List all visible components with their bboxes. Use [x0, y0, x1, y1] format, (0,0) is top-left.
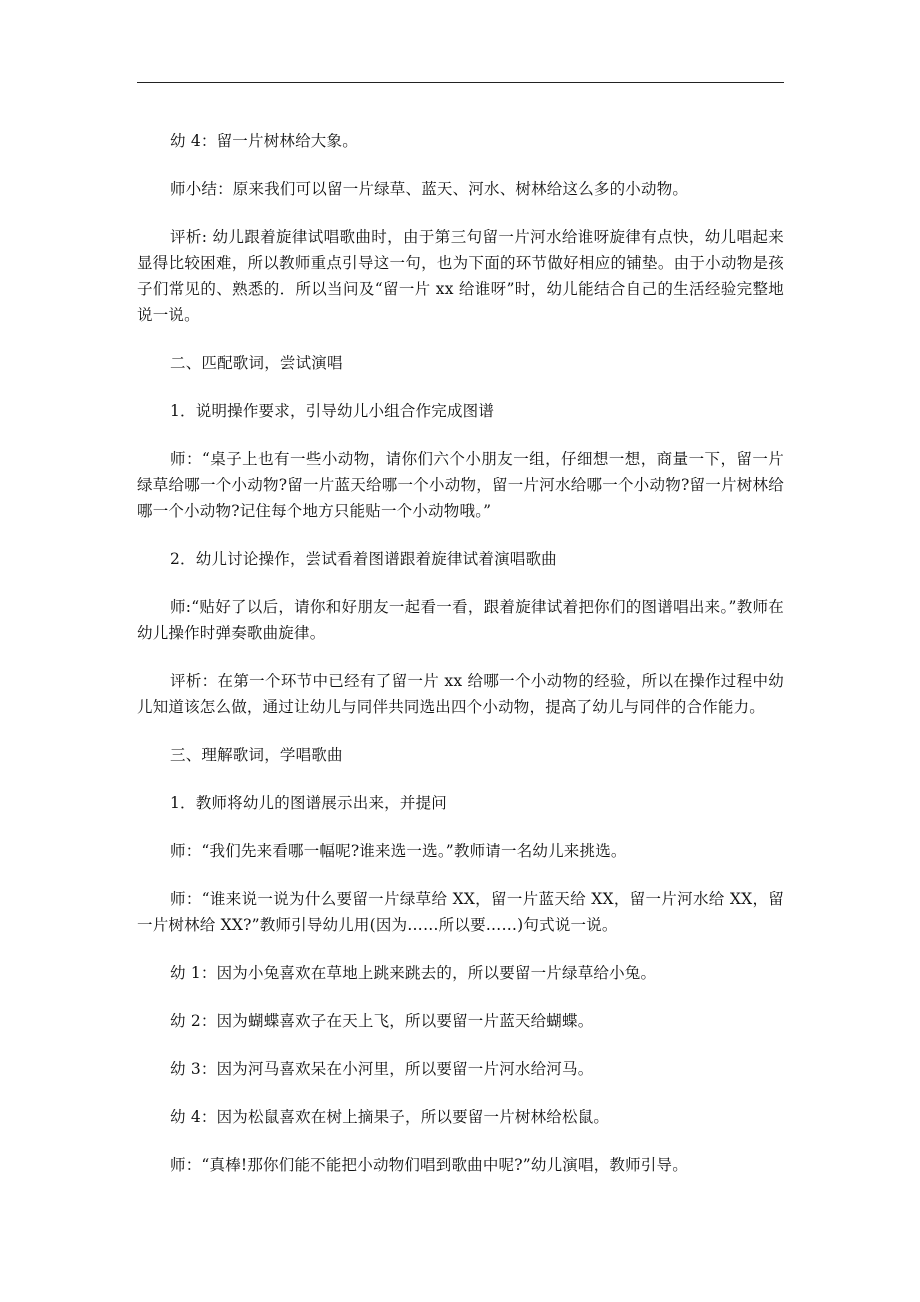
paragraph: 师小结：原来我们可以留一片绿草、蓝天、河水、树林给这么多的小动物。	[170, 180, 689, 198]
header-rule	[137, 82, 784, 83]
paragraph: 师：“桌子上也有一些小动物，请你们六个小朋友一组，仔细想一想，商量一下，留一片绿草给哪一个小动物?留一片蓝天给哪一个小动物，留一片河水给哪一个小动物?留一片树林给哪一个小动物?记住每个地方只能贴一个小动物哦。”	[137, 450, 784, 520]
paragraph: 评析：在第一个环节中已经有了留一片 xx 给哪一个小动物的经验，所以在操作过程中幼儿知道该怎么做，通过让幼儿与同伴共同选出四个小动物，提高了幼儿与同伴的合作能力。	[137, 672, 784, 716]
paragraph: 师：“真棒!那你们能不能把小动物们唱到歌曲中呢?”幼儿演唱，教师引导。	[170, 1156, 688, 1174]
section-heading: 二、匹配歌词，尝试演唱	[170, 354, 343, 372]
step-heading: 1．教师将幼儿的图谱展示出来，并提问	[170, 794, 447, 812]
paragraph: 师：“谁来说一说为什么要留一片绿草给 XX，留一片蓝天给 XX，留一片河水给 XX，留一片树林给 XX?”教师引导幼儿用(因为……所以要……)句式说一说。	[137, 890, 784, 934]
paragraph: 幼 1：因为小兔喜欢在草地上跳来跳去的，所以要留一片绿草给小兔。	[170, 964, 657, 982]
paragraph: 师:“贴好了以后，请你和好朋友一起看一看，跟着旋律试着把你们的图谱唱出来。”教师在幼儿操作时弹奏歌曲旋律。	[137, 598, 784, 642]
document-body	[137, 128, 784, 1200]
paragraph: 幼 4：留一片树林给大象。	[170, 132, 358, 150]
paragraph: 评析: 幼儿跟着旋律试唱歌曲时，由于第三句留一片河水给谁呀旋律有点快，幼儿唱起来显得比较困难，所以教师重点引导这一句，也为下面的环节做好相应的铺垫。由于小动物是孩子们常见的、熟悉的．所以当问及“留一片 xx 给谁呀”时，幼儿能结合自己的生活经验完整地说一说。	[137, 228, 784, 324]
step-heading: 2．幼儿讨论操作，尝试看着图谱跟着旋律试着演唱歌曲	[170, 550, 557, 568]
paragraph: 师：“我们先来看哪一幅呢?谁来选一选。”教师请一名幼儿来挑选。	[170, 842, 627, 860]
paragraph: 幼 4：因为松鼠喜欢在树上摘果子，所以要留一片树林给松鼠。	[170, 1108, 610, 1126]
step-heading: 1．说明操作要求，引导幼儿小组合作完成图谱	[170, 402, 495, 420]
paragraph: 幼 2：因为蝴蝶喜欢子在天上飞，所以要留一片蓝天给蝴蝶。	[170, 1012, 594, 1030]
paragraph: 幼 3：因为河马喜欢呆在小河里，所以要留一片河水给河马。	[170, 1060, 594, 1078]
section-heading: 三、理解歌词，学唱歌曲	[170, 746, 343, 764]
